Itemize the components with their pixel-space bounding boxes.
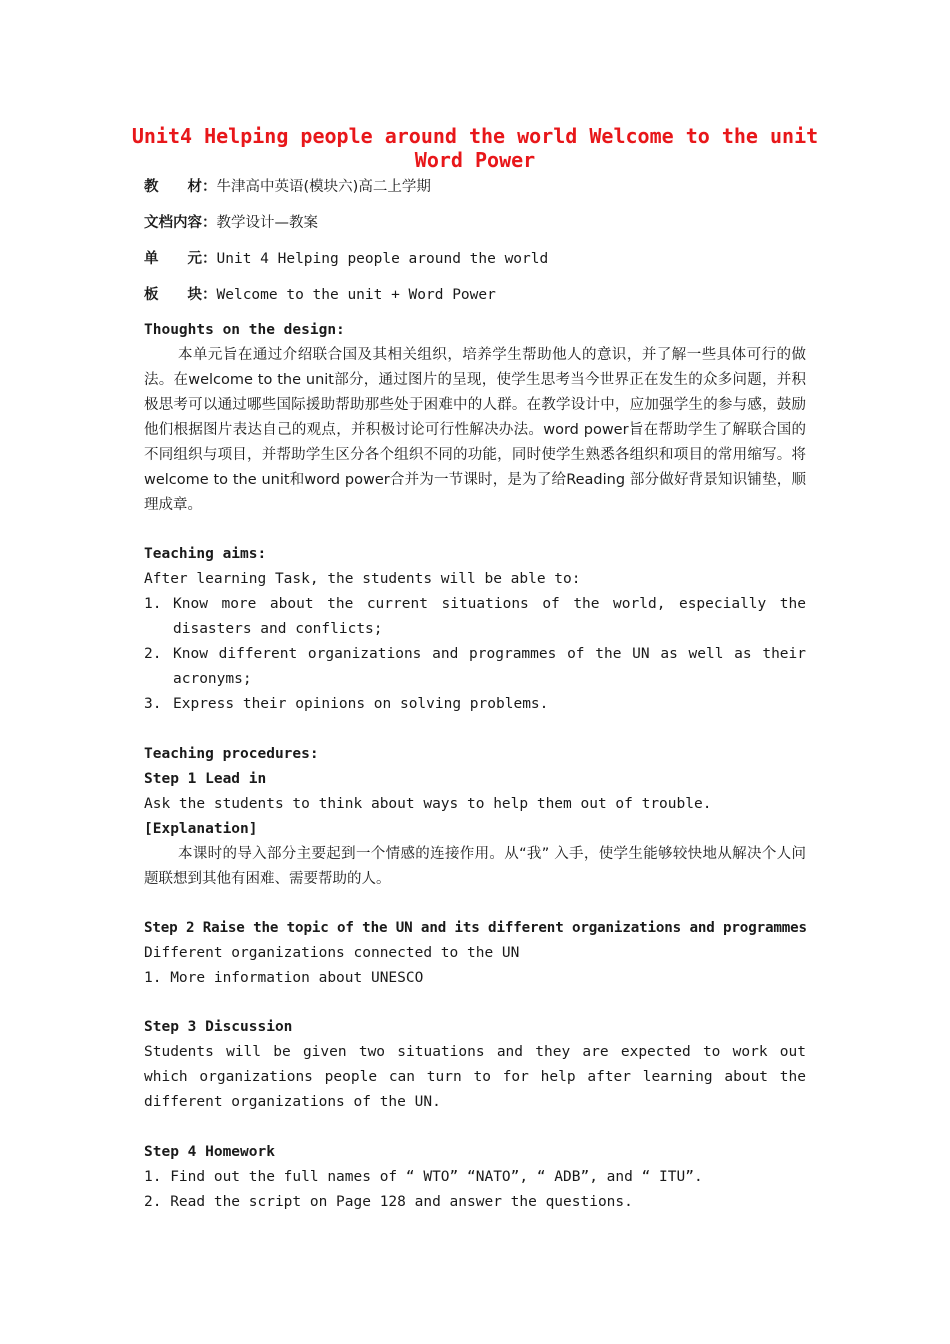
meta-value: 牛津高中英语(模块六)高二上学期: [216, 179, 431, 195]
document-title: [130, 124, 820, 172]
step3-text: Students will be given two situations and they are expected to work out which organizations people can turn to for help after learning about the different organizations of the UN.: [144, 1044, 806, 1110]
step1-heading: Step 1 Lead in: [144, 771, 267, 787]
meta-value: 教学设计—教案: [216, 215, 318, 231]
meta-unit: [144, 247, 548, 271]
meta-section: [144, 283, 496, 307]
aims-item-text: Know more about the current situations of the world, especially the disasters and conflicts;: [173, 596, 806, 637]
aims-item: [144, 642, 806, 692]
step2-heading: Step 2 Raise the topic of the UN and its different organizations and programmes: [144, 920, 807, 936]
title-line-2: Word Power: [414, 148, 536, 172]
step1-text: Ask the students to think about ways to help them out of trouble.: [144, 796, 712, 812]
aims-heading: Teaching aims:: [144, 546, 267, 562]
aims-item-number: 2.: [144, 646, 162, 662]
title-line-1: Unit4 Helping people around the world Welcome to the unit: [131, 124, 819, 148]
design-heading: Thoughts on the design:: [144, 322, 345, 338]
meta-key: 文档内容：: [144, 215, 217, 231]
step3-section: [144, 1015, 806, 1115]
step1-explanation-label: [Explanation]: [144, 821, 258, 837]
meta-value: Welcome to the unit + Word Power: [216, 287, 496, 303]
step1-explanation: 本课时的导入部分主要起到一个情感的连接作用。从“我” 入手，使学生能够较快地从解决个人问题联想到其他有困难、需要帮助的人。: [144, 846, 806, 887]
meta-textbook: [144, 175, 431, 199]
aims-section: [144, 542, 806, 717]
step2-section: [144, 916, 806, 991]
step4-heading: Step 4 Homework: [144, 1144, 275, 1160]
aims-item-text: Know different organizations and programmes of the UN as well as their acronyms;: [173, 646, 806, 687]
aims-intro: After learning Task, the students will be able to:: [144, 571, 581, 587]
meta-key: 单 元：: [144, 251, 217, 267]
step4-item-2: 2. Read the script on Page 128 and answer the questions.: [144, 1194, 633, 1210]
step4-item-1: 1. Find out the full names of “ WTO” “NATO”, “ ADB”, and “ ITU”.: [144, 1169, 703, 1185]
procedures-heading: Teaching procedures:: [144, 746, 319, 762]
meta-key: 教 材：: [144, 179, 217, 195]
step4-section: [144, 1140, 806, 1215]
meta-value: Unit 4 Helping people around the world: [216, 251, 549, 267]
step3-heading: Step 3 Discussion: [144, 1019, 293, 1035]
aims-item-number: 3.: [144, 696, 162, 712]
procedures-section: [144, 742, 806, 892]
design-section: [144, 318, 806, 518]
meta-content: [144, 211, 318, 235]
aims-item-text: Express their opinions on solving problems.: [173, 696, 549, 712]
step2-item: 1. More information about UNESCO: [144, 970, 424, 986]
aims-item: [144, 592, 806, 642]
meta-key: 板 块：: [144, 287, 217, 303]
aims-item-number: 1.: [144, 596, 162, 612]
aims-item: [144, 692, 806, 717]
step2-text: Different organizations connected to the UN: [144, 945, 520, 961]
design-paragraph: 本单元旨在通过介绍联合国及其相关组织，培养学生帮助他人的意识，并了解一些具体可行的做法。在welcome to the unit部分，通过图片的呈现，使学生思考当今世界正在发生的众多问题，并积极思考可以通过哪些国际援助帮助那些处于困难中的人群。在教学设计中，应加强学生的参与感，鼓励他们根据图片表达自己的观点，并积极讨论可行性解决办法。word power旨在帮助学生了解联合国的不同组织与项目，并帮助学生区分各个组织不同的功能，同时使学生熟悉各组织和项目的常用缩写。将welcome to the unit和word power合并为一节课时，是为了给Reading 部分做好背景知识铺垫，顺理成章。: [144, 347, 806, 513]
